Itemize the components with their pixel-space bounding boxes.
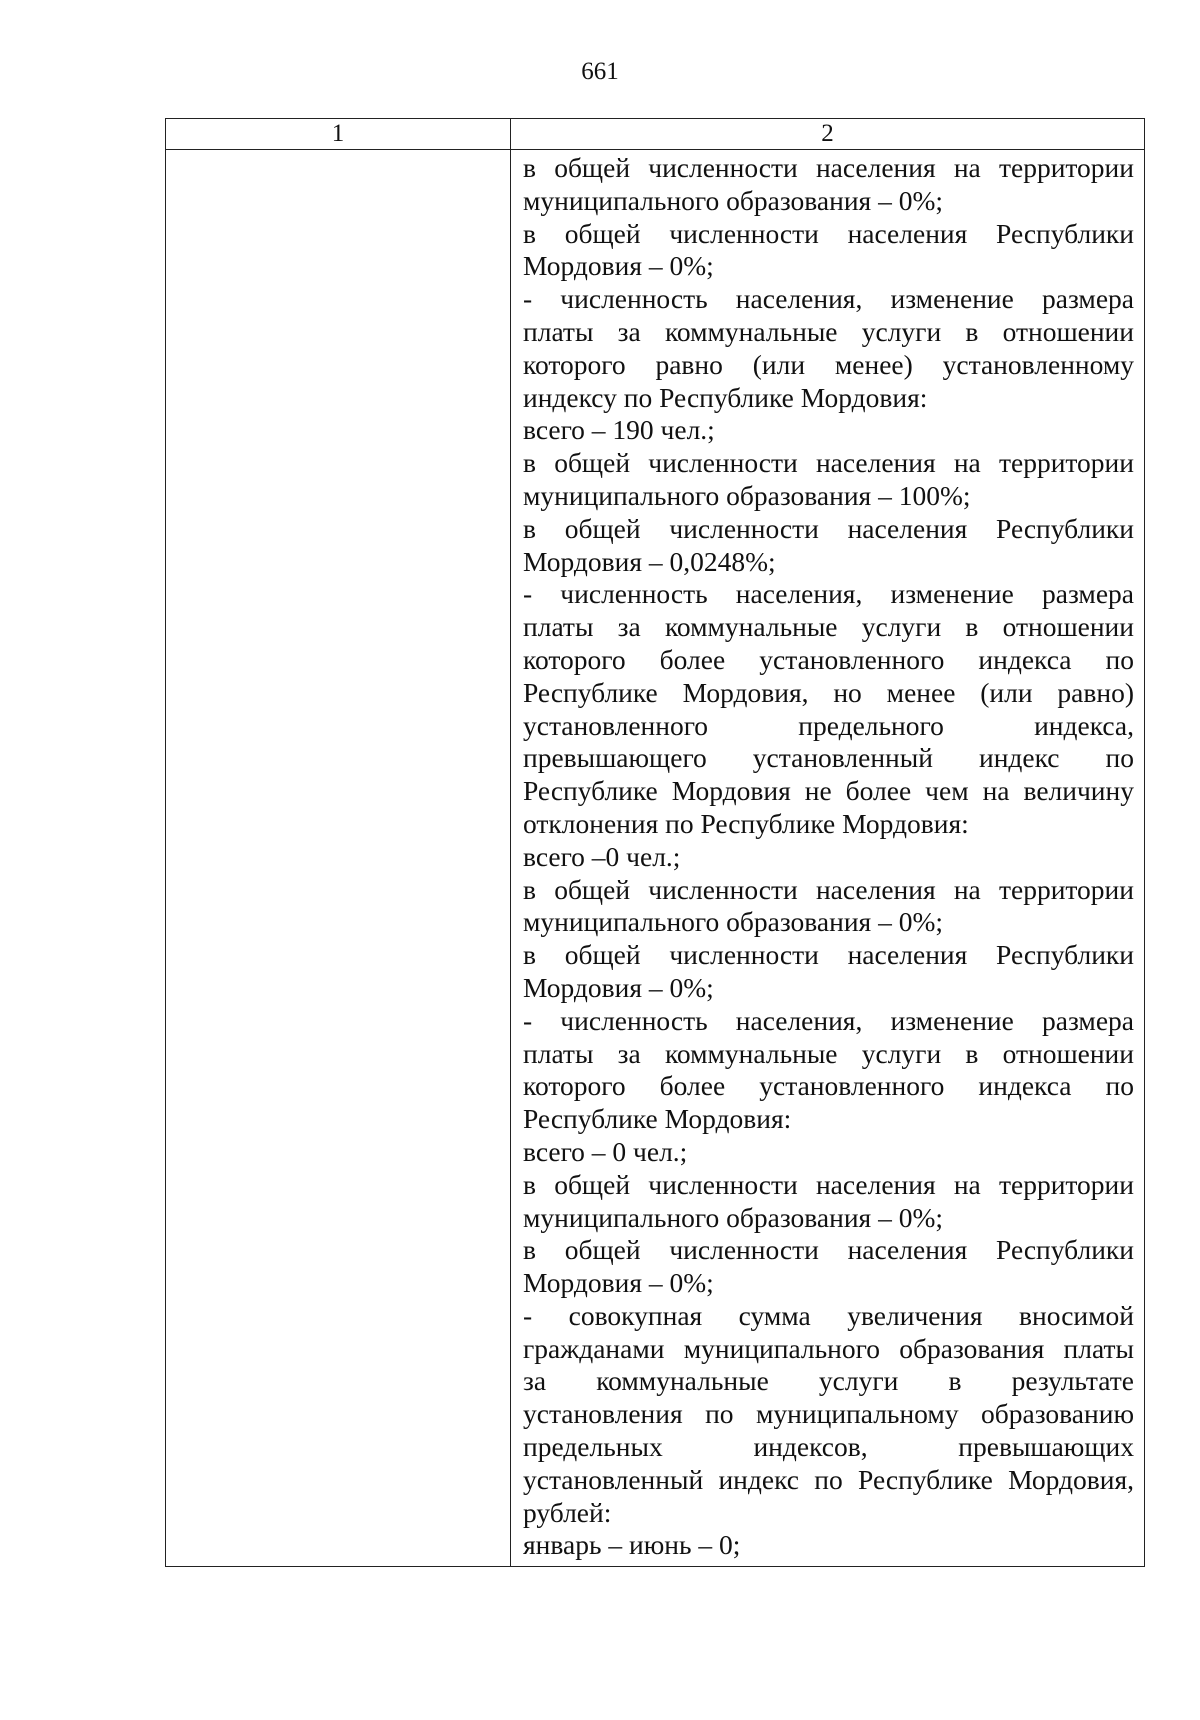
text-line: - совокупная сумма увеличения вносимой	[523, 1299, 1134, 1331]
text-line: в общей численности населения на территории	[523, 1168, 1134, 1200]
text-line: всего – 190 чел.;	[523, 414, 715, 446]
text-line: - численность населения, изменение размера	[523, 578, 1134, 610]
column-header-2: 2	[511, 119, 1145, 150]
text-line: Республике Мордовия, но менее (или равно)	[523, 676, 1134, 708]
text-line: муниципального образования – 0%;	[523, 906, 943, 938]
table-row	[166, 150, 1145, 1567]
text-line: Мордовия – 0%;	[523, 250, 714, 282]
text-line: Мордовия – 0%;	[523, 971, 714, 1003]
text-line: рублей:	[523, 1496, 612, 1528]
text-line: январь – июнь – 0;	[523, 1529, 741, 1561]
text-line: превышающего установленный индекс по	[523, 742, 1134, 774]
text-line: в общей численности населения на территории	[523, 447, 1134, 479]
text-line: индексу по Республике Мордовия:	[523, 381, 928, 413]
text-line: предельных индексов, превышающих	[523, 1431, 1134, 1463]
text-line: муниципального образования – 0%;	[523, 184, 943, 216]
text-line: которого равно (или менее) установленному	[523, 348, 1134, 380]
text-line: платы за коммунальные услуги в отношении	[523, 1037, 1134, 1069]
text-line: установленного предельного индекса,	[523, 709, 1134, 741]
text-line: в общей численности населения на территории	[523, 873, 1134, 905]
text-line: платы за коммунальные услуги в отношении	[523, 315, 1134, 347]
text-line: в общей численности населения Республики	[523, 939, 1134, 971]
text-line: Мордовия – 0%;	[523, 1267, 714, 1299]
text-line: отклонения по Республике Мордовия:	[523, 807, 969, 839]
text-line: Мордовия – 0,0248%;	[523, 545, 776, 577]
text-line: платы за коммунальные услуги в отношении	[523, 611, 1134, 643]
text-line: - численность населения, изменение размера	[523, 283, 1134, 315]
text-line: Республике Мордовия:	[523, 1103, 792, 1135]
table-header-row	[166, 119, 1145, 150]
text-line: установления по муниципальному образованию	[523, 1398, 1134, 1430]
text-line: в общей численности населения на территории	[523, 152, 1134, 183]
text-line: муниципального образования – 100%;	[523, 479, 971, 511]
page-number: 661	[581, 58, 619, 85]
text-line: всего –0 чел.;	[523, 840, 681, 872]
text-line: установленный индекс по Республике Мордовия,	[523, 1463, 1134, 1495]
text-line: гражданами муниципального образования платы	[523, 1332, 1134, 1364]
text-line: - численность населения, изменение размера	[523, 1004, 1134, 1036]
text-line: в общей численности населения Республики	[523, 512, 1134, 544]
text-line: в общей численности населения Республики	[523, 217, 1134, 249]
text-line: за коммунальные услуги в результате	[523, 1365, 1134, 1397]
table-cell-col2	[511, 150, 1145, 1567]
text-line: Республике Мордовия не более чем на величину	[523, 775, 1134, 807]
text-line: которого более установленного индекса по	[523, 643, 1134, 675]
table-cell-col1	[166, 150, 511, 1567]
text-line: в общей численности населения Республики	[523, 1234, 1134, 1266]
text-line: всего – 0 чел.;	[523, 1135, 688, 1167]
document-table	[165, 118, 1145, 1567]
text-line: которого более установленного индекса по	[523, 1070, 1134, 1102]
column-header-1: 1	[166, 119, 511, 150]
cell-text-block	[511, 150, 1144, 1566]
text-line: муниципального образования – 0%;	[523, 1201, 943, 1233]
